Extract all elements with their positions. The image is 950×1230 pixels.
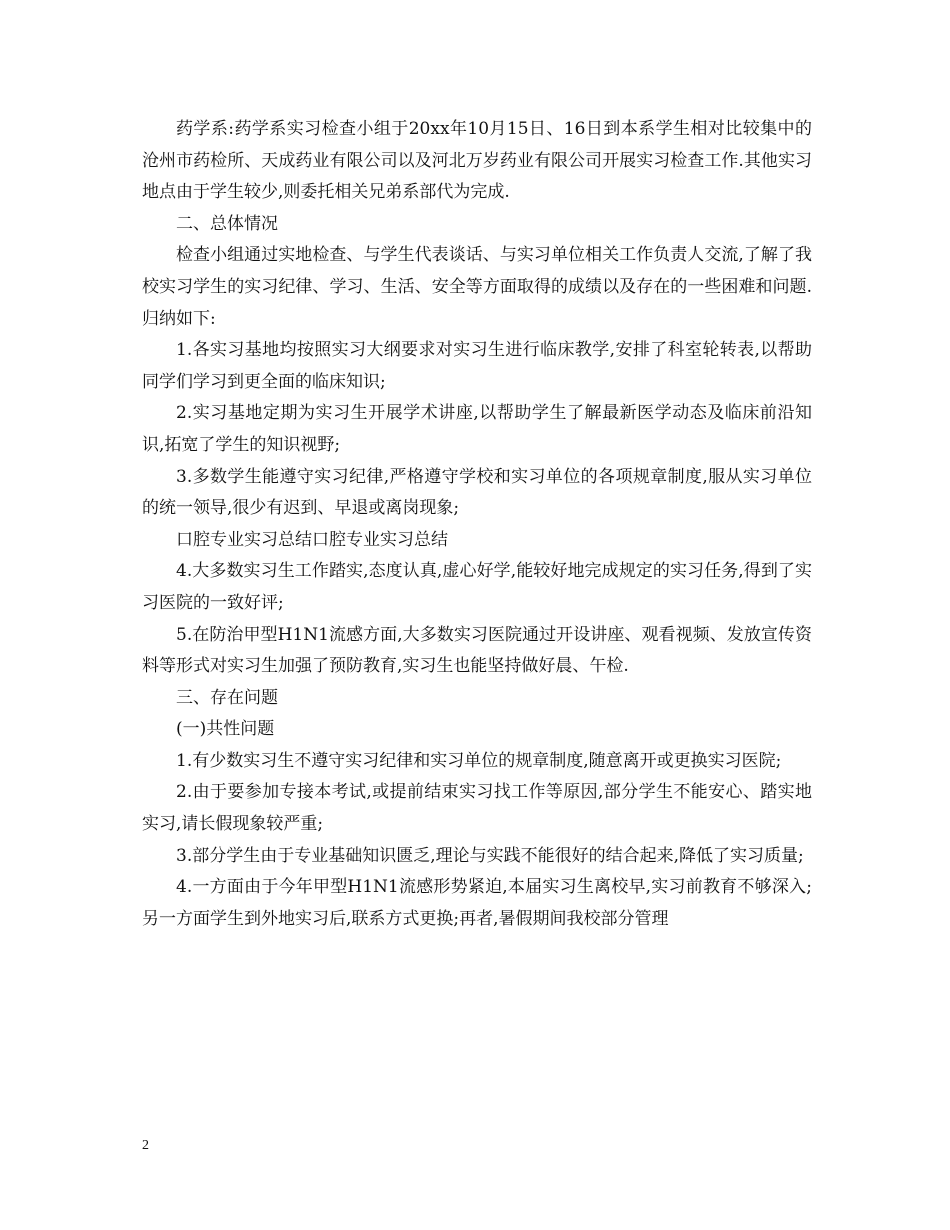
list-item-problem-2: 2.由于要参加专接本考试,或提前结束实习找工作等原因,部分学生不能安心、踏实地实习,请长假现象较严重; <box>142 782 812 835</box>
list-item-achievement-2: 2.实习基地定期为实习生开展学术讲座,以帮助学生了解最新医学动态及临床前沿知识,拓宽了学生的知识视野; <box>142 403 812 455</box>
list-item-problem-3: 3.部分学生由于专业基础知识匮乏,理论与实践不能很好的结合起来,降低了实习质量; <box>176 845 804 866</box>
heading-overall-situation: 二、总体情况 <box>176 213 278 234</box>
list-item-problem-1: 1.有少数实习生不遵守实习纪律和实习单位的规章制度,随意离开或更换实习医院; <box>176 750 782 771</box>
page-number: 2 <box>142 1138 149 1153</box>
list-item-achievement-4: 4.大多数实习生工作踏实,态度认真,虚心好学,能较好地完成规定的实习任务,得到了实习医院的一致好评; <box>142 561 812 613</box>
heading-existing-problems: 三、存在问题 <box>176 687 278 708</box>
paragraph-stray-title: 口腔专业实习总结口腔专业实习总结 <box>176 529 448 550</box>
list-item-achievement-1: 1.各实习基地均按照实习大纲要求对实习生进行临床教学,安排了科室轮转表,以帮助同学们学习到更全面的临床知识; <box>142 340 812 392</box>
subheading-common-problems: (一)共性问题 <box>176 719 275 740</box>
paragraph-inspection-summary: 检查小组通过实地检查、与学生代表谈话、与实习单位相关工作负责人交流,了解了我校实习学生的实习纪律、学习、生活、安全等方面取得的成绩以及存在的一些困难和问题.归纳如下: <box>142 245 812 329</box>
list-item-achievement-5: 5.在防治甲型H1N1流感方面,大多数实习医院通过开设讲座、观看视频、发放宣传资料等形式对实习生加强了预防教育,实习生也能坚持做好晨、午检. <box>142 624 812 677</box>
paragraph-pharmacy-inspection: 药学系:药学系实习检查小组于20xx年10月15日、16日到本系学生相对比较集中的沧州市药检所、天成药业有限公司以及河北万岁药业有限公司开展实习检查工作.其他实习地点由于学生较少,则委托相关兄弟系部代为完成. <box>142 119 812 203</box>
document-body <box>142 114 812 935</box>
list-item-problem-4: 4.一方面由于今年甲型H1N1流感形势紧迫,本届实习生离校早,实习前教育不够深入;另一方面学生到外地实习后,联系方式更换;再者,暑假期间我校部分管理 <box>142 877 812 929</box>
list-item-achievement-3: 3.多数学生能遵守实习纪律,严格遵守学校和实习单位的各项规章制度,服从实习单位的统一领导,很少有迟到、早退或离岗现象; <box>142 466 812 519</box>
